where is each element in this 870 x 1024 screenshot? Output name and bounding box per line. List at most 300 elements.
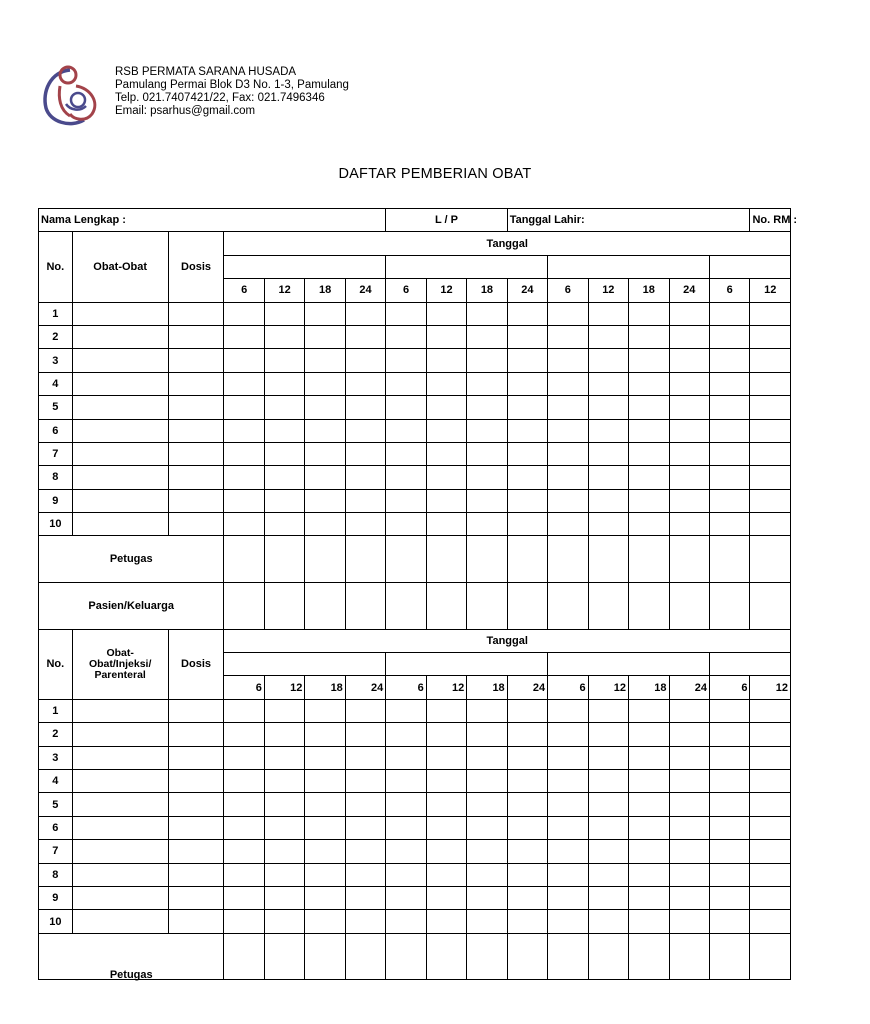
dose-time-cell[interactable] — [345, 372, 385, 395]
dose-cell[interactable] — [168, 442, 224, 465]
dose-time-cell[interactable] — [507, 886, 547, 909]
dose-time-cell[interactable] — [386, 396, 426, 419]
signature-cell[interactable] — [629, 933, 669, 980]
dose-time-cell[interactable] — [426, 442, 466, 465]
dose-time-cell[interactable] — [588, 910, 628, 933]
dose-time-cell[interactable] — [386, 466, 426, 489]
dose-time-cell[interactable] — [224, 886, 264, 909]
dose-time-cell[interactable] — [709, 396, 750, 419]
dose-time-cell[interactable] — [345, 793, 385, 816]
dose-time-cell[interactable] — [709, 325, 750, 348]
dose-time-cell[interactable] — [709, 442, 750, 465]
dose-time-cell[interactable] — [588, 396, 628, 419]
dose-time-cell[interactable] — [264, 325, 304, 348]
dose-time-cell[interactable] — [750, 793, 791, 816]
dose-time-cell[interactable] — [669, 302, 709, 325]
dose-time-cell[interactable] — [669, 816, 709, 839]
dose-time-cell[interactable] — [750, 863, 791, 886]
dose-time-cell[interactable] — [629, 770, 669, 793]
date-input-cell[interactable] — [224, 653, 386, 676]
dose-time-cell[interactable] — [426, 863, 466, 886]
signature-cell[interactable] — [709, 583, 750, 630]
drug-cell[interactable] — [72, 325, 168, 348]
dose-time-cell[interactable] — [507, 489, 547, 512]
signature-cell[interactable] — [305, 583, 345, 630]
dose-time-cell[interactable] — [305, 863, 345, 886]
dose-cell[interactable] — [168, 910, 224, 933]
dose-time-cell[interactable] — [507, 396, 547, 419]
signature-cell[interactable] — [345, 583, 385, 630]
dose-time-cell[interactable] — [669, 325, 709, 348]
dose-time-cell[interactable] — [426, 513, 466, 536]
dose-time-cell[interactable] — [629, 699, 669, 722]
signature-cell[interactable] — [224, 536, 264, 583]
dose-time-cell[interactable] — [426, 746, 466, 769]
dose-time-cell[interactable] — [264, 886, 304, 909]
dose-time-cell[interactable] — [709, 793, 750, 816]
dose-time-cell[interactable] — [345, 489, 385, 512]
signature-cell[interactable] — [345, 536, 385, 583]
dose-time-cell[interactable] — [709, 419, 750, 442]
dose-time-cell[interactable] — [709, 699, 750, 722]
dose-time-cell[interactable] — [709, 723, 750, 746]
dose-time-cell[interactable] — [507, 302, 547, 325]
dose-time-cell[interactable] — [345, 466, 385, 489]
signature-cell[interactable] — [386, 536, 426, 583]
dose-time-cell[interactable] — [548, 442, 588, 465]
signature-cell[interactable] — [709, 536, 750, 583]
signature-cell[interactable] — [669, 933, 709, 980]
dose-time-cell[interactable] — [709, 770, 750, 793]
drug-cell[interactable] — [72, 863, 168, 886]
dose-time-cell[interactable] — [264, 863, 304, 886]
dose-time-cell[interactable] — [669, 770, 709, 793]
dose-time-cell[interactable] — [467, 723, 507, 746]
signature-cell[interactable] — [467, 536, 507, 583]
dose-time-cell[interactable] — [386, 793, 426, 816]
dose-cell[interactable] — [168, 396, 224, 419]
dose-time-cell[interactable] — [588, 723, 628, 746]
dose-time-cell[interactable] — [750, 442, 791, 465]
dose-time-cell[interactable] — [264, 723, 304, 746]
dose-time-cell[interactable] — [224, 793, 264, 816]
dose-cell[interactable] — [168, 723, 224, 746]
dose-time-cell[interactable] — [750, 816, 791, 839]
dose-time-cell[interactable] — [264, 489, 304, 512]
dose-time-cell[interactable] — [305, 793, 345, 816]
dose-time-cell[interactable] — [264, 396, 304, 419]
dose-time-cell[interactable] — [224, 723, 264, 746]
signature-cell[interactable] — [264, 583, 304, 630]
dose-time-cell[interactable] — [669, 793, 709, 816]
drug-cell[interactable] — [72, 349, 168, 372]
drug-cell[interactable] — [72, 442, 168, 465]
dose-time-cell[interactable] — [709, 349, 750, 372]
dose-time-cell[interactable] — [467, 442, 507, 465]
dose-time-cell[interactable] — [629, 910, 669, 933]
dose-time-cell[interactable] — [345, 699, 385, 722]
dose-cell[interactable] — [168, 302, 224, 325]
dose-time-cell[interactable] — [305, 746, 345, 769]
dose-time-cell[interactable] — [507, 910, 547, 933]
dose-time-cell[interactable] — [629, 419, 669, 442]
signature-cell[interactable] — [709, 933, 750, 980]
signature-cell[interactable] — [669, 536, 709, 583]
dose-time-cell[interactable] — [507, 770, 547, 793]
dose-time-cell[interactable] — [669, 442, 709, 465]
signature-cell[interactable] — [750, 536, 791, 583]
dose-time-cell[interactable] — [629, 723, 669, 746]
dose-time-cell[interactable] — [629, 349, 669, 372]
signature-cell[interactable] — [629, 583, 669, 630]
signature-cell[interactable] — [345, 933, 385, 980]
dose-time-cell[interactable] — [386, 886, 426, 909]
dose-time-cell[interactable] — [588, 489, 628, 512]
dose-time-cell[interactable] — [629, 513, 669, 536]
dose-time-cell[interactable] — [345, 770, 385, 793]
dose-time-cell[interactable] — [750, 466, 791, 489]
dose-time-cell[interactable] — [548, 396, 588, 419]
dose-time-cell[interactable] — [669, 746, 709, 769]
dose-time-cell[interactable] — [264, 419, 304, 442]
dose-time-cell[interactable] — [507, 863, 547, 886]
dose-time-cell[interactable] — [345, 723, 385, 746]
dose-time-cell[interactable] — [467, 419, 507, 442]
dose-time-cell[interactable] — [709, 302, 750, 325]
dose-time-cell[interactable] — [588, 793, 628, 816]
rm-field[interactable]: No. RM : — [750, 209, 791, 232]
dose-time-cell[interactable] — [386, 372, 426, 395]
dose-time-cell[interactable] — [548, 840, 588, 863]
dose-time-cell[interactable] — [629, 793, 669, 816]
dose-time-cell[interactable] — [345, 840, 385, 863]
dose-time-cell[interactable] — [588, 513, 628, 536]
dose-time-cell[interactable] — [386, 325, 426, 348]
dose-time-cell[interactable] — [548, 302, 588, 325]
dose-time-cell[interactable] — [629, 442, 669, 465]
date-input-cell[interactable] — [386, 653, 548, 676]
dose-time-cell[interactable] — [264, 746, 304, 769]
dose-time-cell[interactable] — [224, 816, 264, 839]
dose-time-cell[interactable] — [224, 372, 264, 395]
dose-time-cell[interactable] — [426, 910, 466, 933]
dose-time-cell[interactable] — [264, 793, 304, 816]
signature-cell[interactable] — [305, 536, 345, 583]
dose-time-cell[interactable] — [709, 372, 750, 395]
dose-time-cell[interactable] — [467, 816, 507, 839]
dose-time-cell[interactable] — [264, 372, 304, 395]
dose-time-cell[interactable] — [750, 770, 791, 793]
dose-time-cell[interactable] — [305, 770, 345, 793]
dose-time-cell[interactable] — [426, 349, 466, 372]
signature-cell[interactable] — [750, 933, 791, 980]
dose-time-cell[interactable] — [629, 816, 669, 839]
dose-time-cell[interactable] — [750, 302, 791, 325]
dose-time-cell[interactable] — [548, 466, 588, 489]
date-input-cell[interactable] — [548, 255, 710, 278]
dose-time-cell[interactable] — [386, 349, 426, 372]
dose-time-cell[interactable] — [750, 372, 791, 395]
dose-time-cell[interactable] — [224, 863, 264, 886]
dose-time-cell[interactable] — [264, 513, 304, 536]
dose-time-cell[interactable] — [386, 770, 426, 793]
dose-time-cell[interactable] — [386, 910, 426, 933]
dose-time-cell[interactable] — [588, 466, 628, 489]
dose-time-cell[interactable] — [264, 840, 304, 863]
dose-time-cell[interactable] — [224, 770, 264, 793]
dose-time-cell[interactable] — [548, 886, 588, 909]
dose-time-cell[interactable] — [709, 910, 750, 933]
signature-cell[interactable] — [548, 536, 588, 583]
dose-time-cell[interactable] — [386, 840, 426, 863]
dose-time-cell[interactable] — [750, 419, 791, 442]
dose-time-cell[interactable] — [507, 513, 547, 536]
signature-cell[interactable] — [548, 583, 588, 630]
dose-time-cell[interactable] — [305, 840, 345, 863]
signature-cell[interactable] — [507, 536, 547, 583]
dose-time-cell[interactable] — [507, 325, 547, 348]
dose-time-cell[interactable] — [467, 770, 507, 793]
dose-time-cell[interactable] — [588, 302, 628, 325]
dose-cell[interactable] — [168, 840, 224, 863]
dose-time-cell[interactable] — [426, 723, 466, 746]
signature-cell[interactable] — [264, 933, 304, 980]
dose-time-cell[interactable] — [629, 325, 669, 348]
date-input-cell[interactable] — [709, 653, 790, 676]
dose-time-cell[interactable] — [588, 746, 628, 769]
dose-cell[interactable] — [168, 349, 224, 372]
dose-time-cell[interactable] — [467, 396, 507, 419]
dose-time-cell[interactable] — [548, 770, 588, 793]
dose-time-cell[interactable] — [345, 442, 385, 465]
dose-cell[interactable] — [168, 886, 224, 909]
dose-time-cell[interactable] — [629, 840, 669, 863]
dose-time-cell[interactable] — [750, 699, 791, 722]
dose-time-cell[interactable] — [264, 442, 304, 465]
dose-time-cell[interactable] — [305, 886, 345, 909]
drug-cell[interactable] — [72, 396, 168, 419]
dose-time-cell[interactable] — [426, 466, 466, 489]
dose-time-cell[interactable] — [386, 302, 426, 325]
dose-time-cell[interactable] — [305, 325, 345, 348]
dose-cell[interactable] — [168, 699, 224, 722]
dose-time-cell[interactable] — [305, 699, 345, 722]
dose-time-cell[interactable] — [305, 723, 345, 746]
dose-cell[interactable] — [168, 863, 224, 886]
dose-time-cell[interactable] — [548, 419, 588, 442]
dose-time-cell[interactable] — [507, 840, 547, 863]
dose-time-cell[interactable] — [669, 840, 709, 863]
dose-time-cell[interactable] — [426, 793, 466, 816]
dose-time-cell[interactable] — [467, 302, 507, 325]
dose-time-cell[interactable] — [467, 466, 507, 489]
sex-field[interactable]: L / P — [386, 209, 507, 232]
dose-time-cell[interactable] — [224, 513, 264, 536]
dose-time-cell[interactable] — [224, 466, 264, 489]
dose-time-cell[interactable] — [507, 746, 547, 769]
dose-time-cell[interactable] — [305, 910, 345, 933]
dose-time-cell[interactable] — [426, 886, 466, 909]
dose-time-cell[interactable] — [224, 699, 264, 722]
name-field[interactable]: Nama Lengkap : — [39, 209, 386, 232]
drug-cell[interactable] — [72, 840, 168, 863]
date-input-cell[interactable] — [224, 255, 386, 278]
signature-cell[interactable] — [426, 933, 466, 980]
dose-time-cell[interactable] — [507, 372, 547, 395]
drug-cell[interactable] — [72, 793, 168, 816]
dose-time-cell[interactable] — [345, 396, 385, 419]
dose-time-cell[interactable] — [305, 442, 345, 465]
dose-time-cell[interactable] — [264, 699, 304, 722]
dose-time-cell[interactable] — [426, 816, 466, 839]
dose-time-cell[interactable] — [224, 349, 264, 372]
dob-field[interactable]: Tanggal Lahir: — [507, 209, 750, 232]
signature-cell[interactable] — [467, 583, 507, 630]
dose-time-cell[interactable] — [709, 816, 750, 839]
dose-time-cell[interactable] — [224, 419, 264, 442]
dose-time-cell[interactable] — [709, 863, 750, 886]
dose-time-cell[interactable] — [548, 349, 588, 372]
dose-time-cell[interactable] — [305, 372, 345, 395]
dose-time-cell[interactable] — [507, 466, 547, 489]
dose-time-cell[interactable] — [345, 419, 385, 442]
dose-time-cell[interactable] — [669, 699, 709, 722]
signature-cell[interactable] — [629, 536, 669, 583]
dose-time-cell[interactable] — [467, 325, 507, 348]
drug-cell[interactable] — [72, 466, 168, 489]
dose-time-cell[interactable] — [386, 489, 426, 512]
dose-time-cell[interactable] — [629, 396, 669, 419]
dose-time-cell[interactable] — [669, 886, 709, 909]
dose-time-cell[interactable] — [588, 349, 628, 372]
drug-cell[interactable] — [72, 419, 168, 442]
dose-time-cell[interactable] — [750, 886, 791, 909]
dose-time-cell[interactable] — [750, 349, 791, 372]
drug-cell[interactable] — [72, 699, 168, 722]
date-input-cell[interactable] — [386, 255, 548, 278]
dose-time-cell[interactable] — [386, 442, 426, 465]
dose-time-cell[interactable] — [386, 723, 426, 746]
dose-time-cell[interactable] — [709, 466, 750, 489]
signature-cell[interactable] — [507, 583, 547, 630]
dose-time-cell[interactable] — [345, 910, 385, 933]
dose-time-cell[interactable] — [548, 793, 588, 816]
dose-time-cell[interactable] — [507, 723, 547, 746]
signature-cell[interactable] — [386, 583, 426, 630]
dose-time-cell[interactable] — [709, 886, 750, 909]
dose-time-cell[interactable] — [709, 489, 750, 512]
dose-time-cell[interactable] — [669, 489, 709, 512]
dose-cell[interactable] — [168, 489, 224, 512]
dose-time-cell[interactable] — [426, 372, 466, 395]
dose-time-cell[interactable] — [629, 302, 669, 325]
dose-time-cell[interactable] — [669, 396, 709, 419]
dose-time-cell[interactable] — [426, 325, 466, 348]
dose-time-cell[interactable] — [305, 349, 345, 372]
drug-cell[interactable] — [72, 816, 168, 839]
drug-cell[interactable] — [72, 886, 168, 909]
drug-cell[interactable] — [72, 489, 168, 512]
dose-time-cell[interactable] — [386, 513, 426, 536]
dose-time-cell[interactable] — [224, 910, 264, 933]
dose-time-cell[interactable] — [750, 746, 791, 769]
dose-cell[interactable] — [168, 466, 224, 489]
dose-time-cell[interactable] — [669, 863, 709, 886]
dose-time-cell[interactable] — [345, 746, 385, 769]
dose-time-cell[interactable] — [305, 396, 345, 419]
dose-time-cell[interactable] — [507, 793, 547, 816]
dose-time-cell[interactable] — [507, 419, 547, 442]
dose-time-cell[interactable] — [345, 886, 385, 909]
drug-cell[interactable] — [72, 302, 168, 325]
dose-time-cell[interactable] — [588, 863, 628, 886]
dose-time-cell[interactable] — [588, 372, 628, 395]
dose-time-cell[interactable] — [588, 419, 628, 442]
dose-time-cell[interactable] — [629, 466, 669, 489]
dose-time-cell[interactable] — [588, 699, 628, 722]
dose-time-cell[interactable] — [629, 372, 669, 395]
dose-time-cell[interactable] — [669, 513, 709, 536]
dose-time-cell[interactable] — [467, 513, 507, 536]
dose-time-cell[interactable] — [386, 863, 426, 886]
dose-time-cell[interactable] — [426, 489, 466, 512]
dose-cell[interactable] — [168, 325, 224, 348]
dose-time-cell[interactable] — [386, 699, 426, 722]
dose-time-cell[interactable] — [467, 863, 507, 886]
dose-time-cell[interactable] — [548, 910, 588, 933]
dose-time-cell[interactable] — [264, 910, 304, 933]
dose-time-cell[interactable] — [629, 886, 669, 909]
signature-cell[interactable] — [467, 933, 507, 980]
dose-time-cell[interactable] — [588, 770, 628, 793]
dose-time-cell[interactable] — [426, 840, 466, 863]
dose-time-cell[interactable] — [264, 816, 304, 839]
dose-time-cell[interactable] — [386, 419, 426, 442]
dose-time-cell[interactable] — [548, 325, 588, 348]
dose-time-cell[interactable] — [548, 723, 588, 746]
dose-time-cell[interactable] — [467, 793, 507, 816]
dose-time-cell[interactable] — [548, 746, 588, 769]
dose-time-cell[interactable] — [709, 840, 750, 863]
date-input-cell[interactable] — [709, 255, 790, 278]
dose-time-cell[interactable] — [588, 816, 628, 839]
dose-time-cell[interactable] — [264, 466, 304, 489]
dose-time-cell[interactable] — [507, 442, 547, 465]
dose-time-cell[interactable] — [345, 349, 385, 372]
dose-time-cell[interactable] — [224, 840, 264, 863]
dose-time-cell[interactable] — [669, 349, 709, 372]
dose-time-cell[interactable] — [507, 349, 547, 372]
signature-cell[interactable] — [750, 583, 791, 630]
dose-time-cell[interactable] — [386, 746, 426, 769]
dose-time-cell[interactable] — [345, 863, 385, 886]
dose-time-cell[interactable] — [264, 302, 304, 325]
dose-time-cell[interactable] — [224, 746, 264, 769]
drug-cell[interactable] — [72, 770, 168, 793]
signature-cell[interactable] — [548, 933, 588, 980]
dose-time-cell[interactable] — [426, 396, 466, 419]
dose-time-cell[interactable] — [345, 325, 385, 348]
dose-time-cell[interactable] — [750, 489, 791, 512]
dose-time-cell[interactable] — [750, 513, 791, 536]
dose-time-cell[interactable] — [305, 419, 345, 442]
dose-time-cell[interactable] — [750, 325, 791, 348]
dose-time-cell[interactable] — [264, 770, 304, 793]
dose-time-cell[interactable] — [750, 723, 791, 746]
dose-time-cell[interactable] — [345, 302, 385, 325]
dose-time-cell[interactable] — [629, 863, 669, 886]
dose-cell[interactable] — [168, 372, 224, 395]
